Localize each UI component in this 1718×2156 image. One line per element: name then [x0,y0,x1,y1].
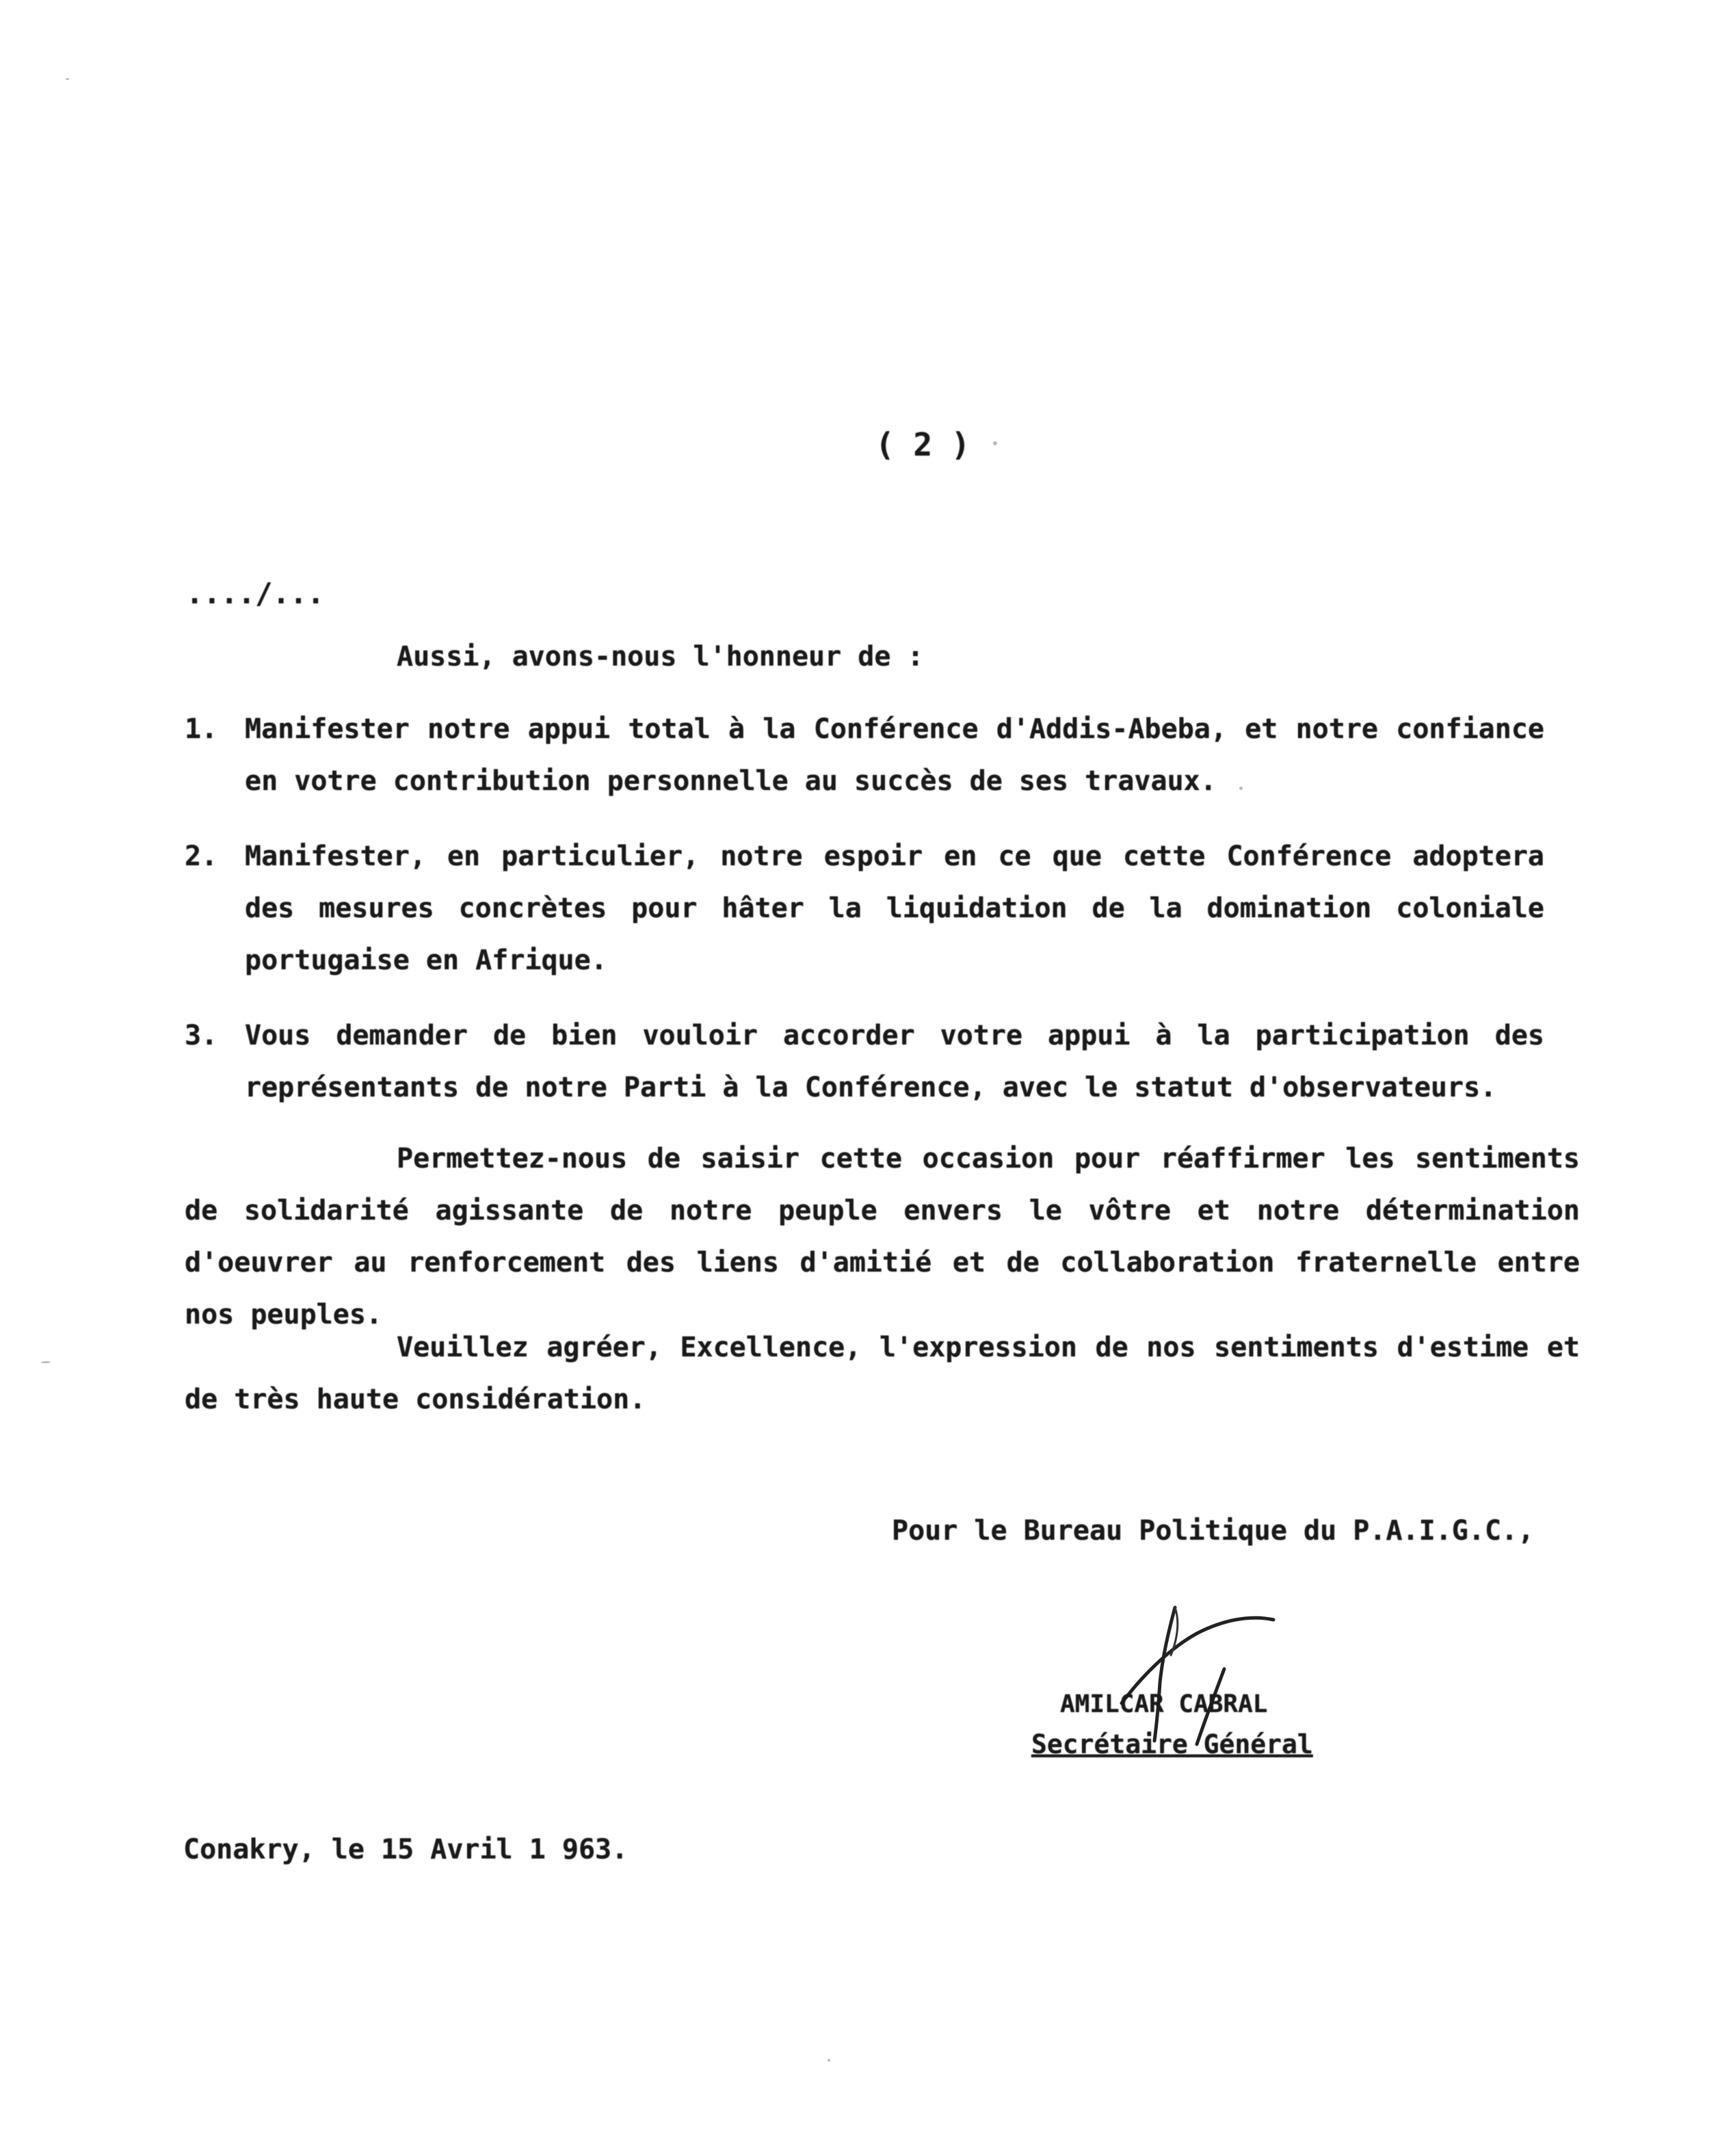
item-text: Manifester notre appui total à la Conférence d'Addis-Abeba, et notre confiance en votre contribution personnelle au succès de ses travaux. [245,713,1544,797]
dateline: Conakry, le 15 Avril 1 963. [183,1834,629,1865]
signatory-title: Secrétaire Général [1031,1729,1313,1759]
numbered-item [185,1010,1580,1114]
solidarity-paragraph: Permettez-nous de saisir cette occasion pour réaffirmer les sentiments de solidarité agissante de notre peuple envers le vôtre et notre détermination d'oeuvrer au renforcement des liens d'amitié et de collaboration fraternelle entre nos peuples. [185,1143,1580,1330]
signature-block [1012,1601,1395,1778]
signoff-line: Pour le Bureau Politique du P.A.I.G.C., [892,1515,1535,1547]
scan-speck [828,2059,830,2062]
scan-speck [66,78,69,80]
item-text: Manifester, en particulier, notre espoir en ce que cette Conférence adoptera des mesures concrètes pour hâter la liquidation de la domination coloniale portugaise en Afrique. [245,841,1544,976]
signatory-name: AMILCAR CABRAL [1060,1690,1268,1718]
scan-speck [993,441,997,445]
continuation-mark: ..../... [186,577,325,610]
page-number: ( 2 ) [875,426,970,463]
closing-paragraph: Veuillez agréer, Excellence, l'expression de nos sentiments d'estime et de très haute considération. [185,1332,1580,1415]
scan-speck [41,1361,51,1363]
item-number: 3. [185,1020,218,1051]
numbered-item [185,830,1580,986]
scan-speck [1239,787,1243,790]
numbered-item [185,703,1580,807]
item-number: 2. [185,841,218,872]
item-text: Vous demander de bien vouloir accorder votre appui à la participation des représentants de notre Parti à la Conférence, avec le statut d'observateurs. [245,1020,1544,1103]
intro-line: Aussi, avons-nous l'honneur de : [397,641,924,672]
item-number: 1. [185,713,218,745]
